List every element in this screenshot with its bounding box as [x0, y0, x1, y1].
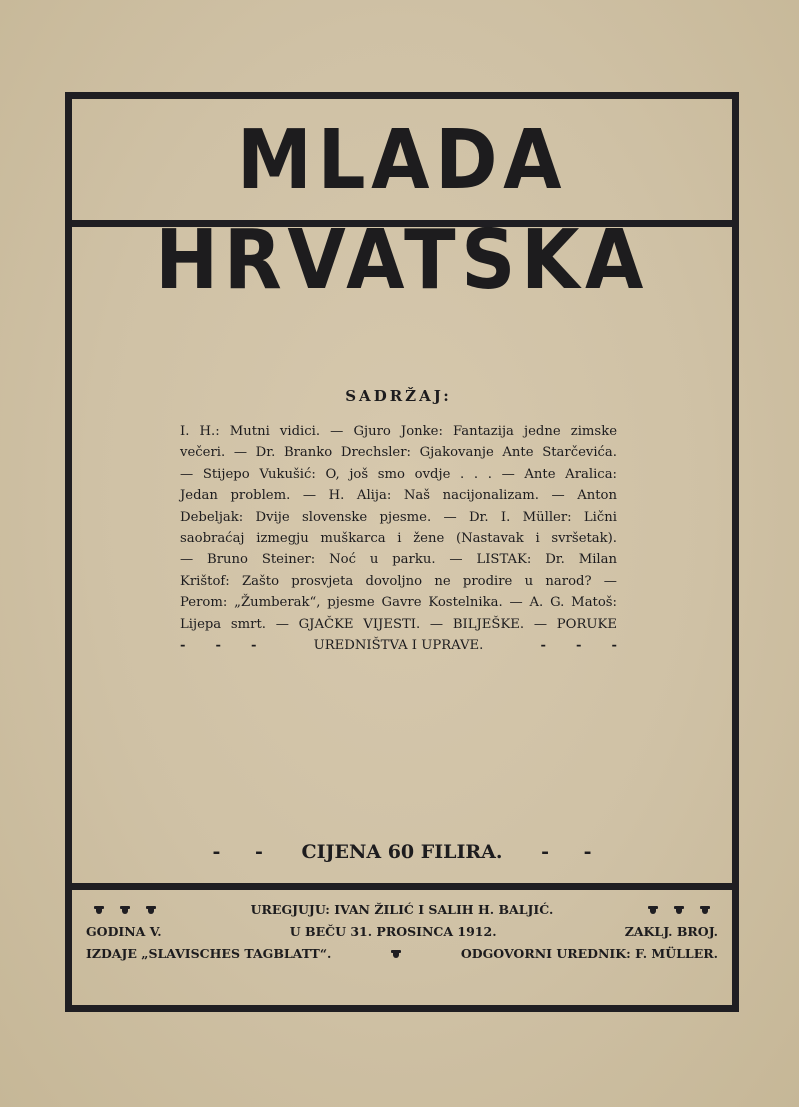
ornament-group — [86, 906, 164, 914]
ornament-icon — [700, 906, 710, 914]
dash-mark: - — [541, 841, 550, 863]
contents-line: Lijepa smrt. — GJAČKE VIJESTI. — BILJEŠKE. — PORUKE — [180, 616, 617, 632]
ornament-icon — [648, 906, 658, 914]
contents-line: Debeljak: Dvije slovenske pjesme. — Dr. I. Müller: Lični — [180, 509, 617, 525]
issue-text: ZAKLJ. BROJ. — [624, 924, 718, 939]
title-band — [72, 99, 732, 308]
price-line — [72, 841, 732, 863]
dash-mark: - — [254, 841, 263, 863]
imprint-row-date — [86, 921, 718, 943]
dash-mark: - — [215, 638, 221, 654]
dash-mark: - — [583, 841, 592, 863]
dash-mark: - — [212, 841, 221, 863]
ornament-icon — [146, 906, 156, 914]
dash-mark: - — [180, 638, 186, 654]
dash-mark: - — [250, 638, 257, 654]
contents-final-entry: UREDNIŠTVA I UPRAVE. — [313, 638, 484, 654]
volume-text: GODINA V. — [86, 924, 162, 939]
ornament-icon — [94, 906, 104, 914]
imprint-row-publisher — [86, 943, 718, 965]
date-text: U BEČU 31. PROSINCA 1912. — [289, 924, 497, 939]
contents-heading: SADRŽAJ: — [345, 387, 452, 405]
contents-line: — Bruno Steiner: Noć u parku. — LISTAK: Dr. Milan — [180, 552, 617, 568]
imprint — [86, 899, 718, 965]
contents-last-line — [180, 635, 617, 656]
ornament-icon — [674, 906, 684, 914]
journal-title: MLADA HRVATSKA — [155, 113, 649, 308]
imprint-row-editors — [86, 899, 718, 921]
responsible-editor-text: ODGOVORNI UREDNIK: F. MÜLLER. — [460, 946, 718, 961]
dash-mark: - — [576, 638, 582, 654]
dash-mark: - — [540, 638, 547, 654]
cover-frame — [65, 92, 739, 1012]
table-of-contents — [180, 387, 617, 656]
ornament-group — [640, 906, 718, 914]
footer-divider — [72, 883, 732, 890]
dash-mark: - — [611, 638, 617, 654]
contents-line: saobraćaj izmegju muškarca i žene (Nastavak i svršetak). — [180, 531, 617, 547]
contents-line: večeri. — Dr. Branko Drechsler: Gjakovanje Ante Starčevića. — [180, 445, 617, 461]
contents-line: I. H.: Mutni vidici. — Gjuro Jonke: Fantazija jedne zimske — [180, 424, 617, 439]
publisher-text: IZDAJE „SLAVISCHES TAGBLATT“. — [86, 946, 332, 961]
price-text: CIJENA 60 FILIRA. — [301, 841, 503, 863]
editors-text: UREGJUJU: IVAN ŽILIĆ I SALIH H. BALJIĆ. — [250, 902, 554, 917]
contents-text — [180, 421, 617, 656]
contents-line: Jedan problem. — H. Alija: Naš nacijonalizam. — Anton — [180, 488, 617, 504]
contents-line: Krištof: Zašto prosvjeta dovoljno ne prodire u narod? — — [180, 573, 617, 589]
contents-line: — Stijepo Vukušić: O, još smo ovdje . . . — Ante Aralica: — [180, 466, 617, 482]
contents-line: Perom: „Žumberak“, pjesme Gavre Kostelnika. — A. G. Matoš: — [180, 595, 617, 611]
ornament-icon — [391, 950, 401, 958]
ornament-icon — [120, 906, 130, 914]
